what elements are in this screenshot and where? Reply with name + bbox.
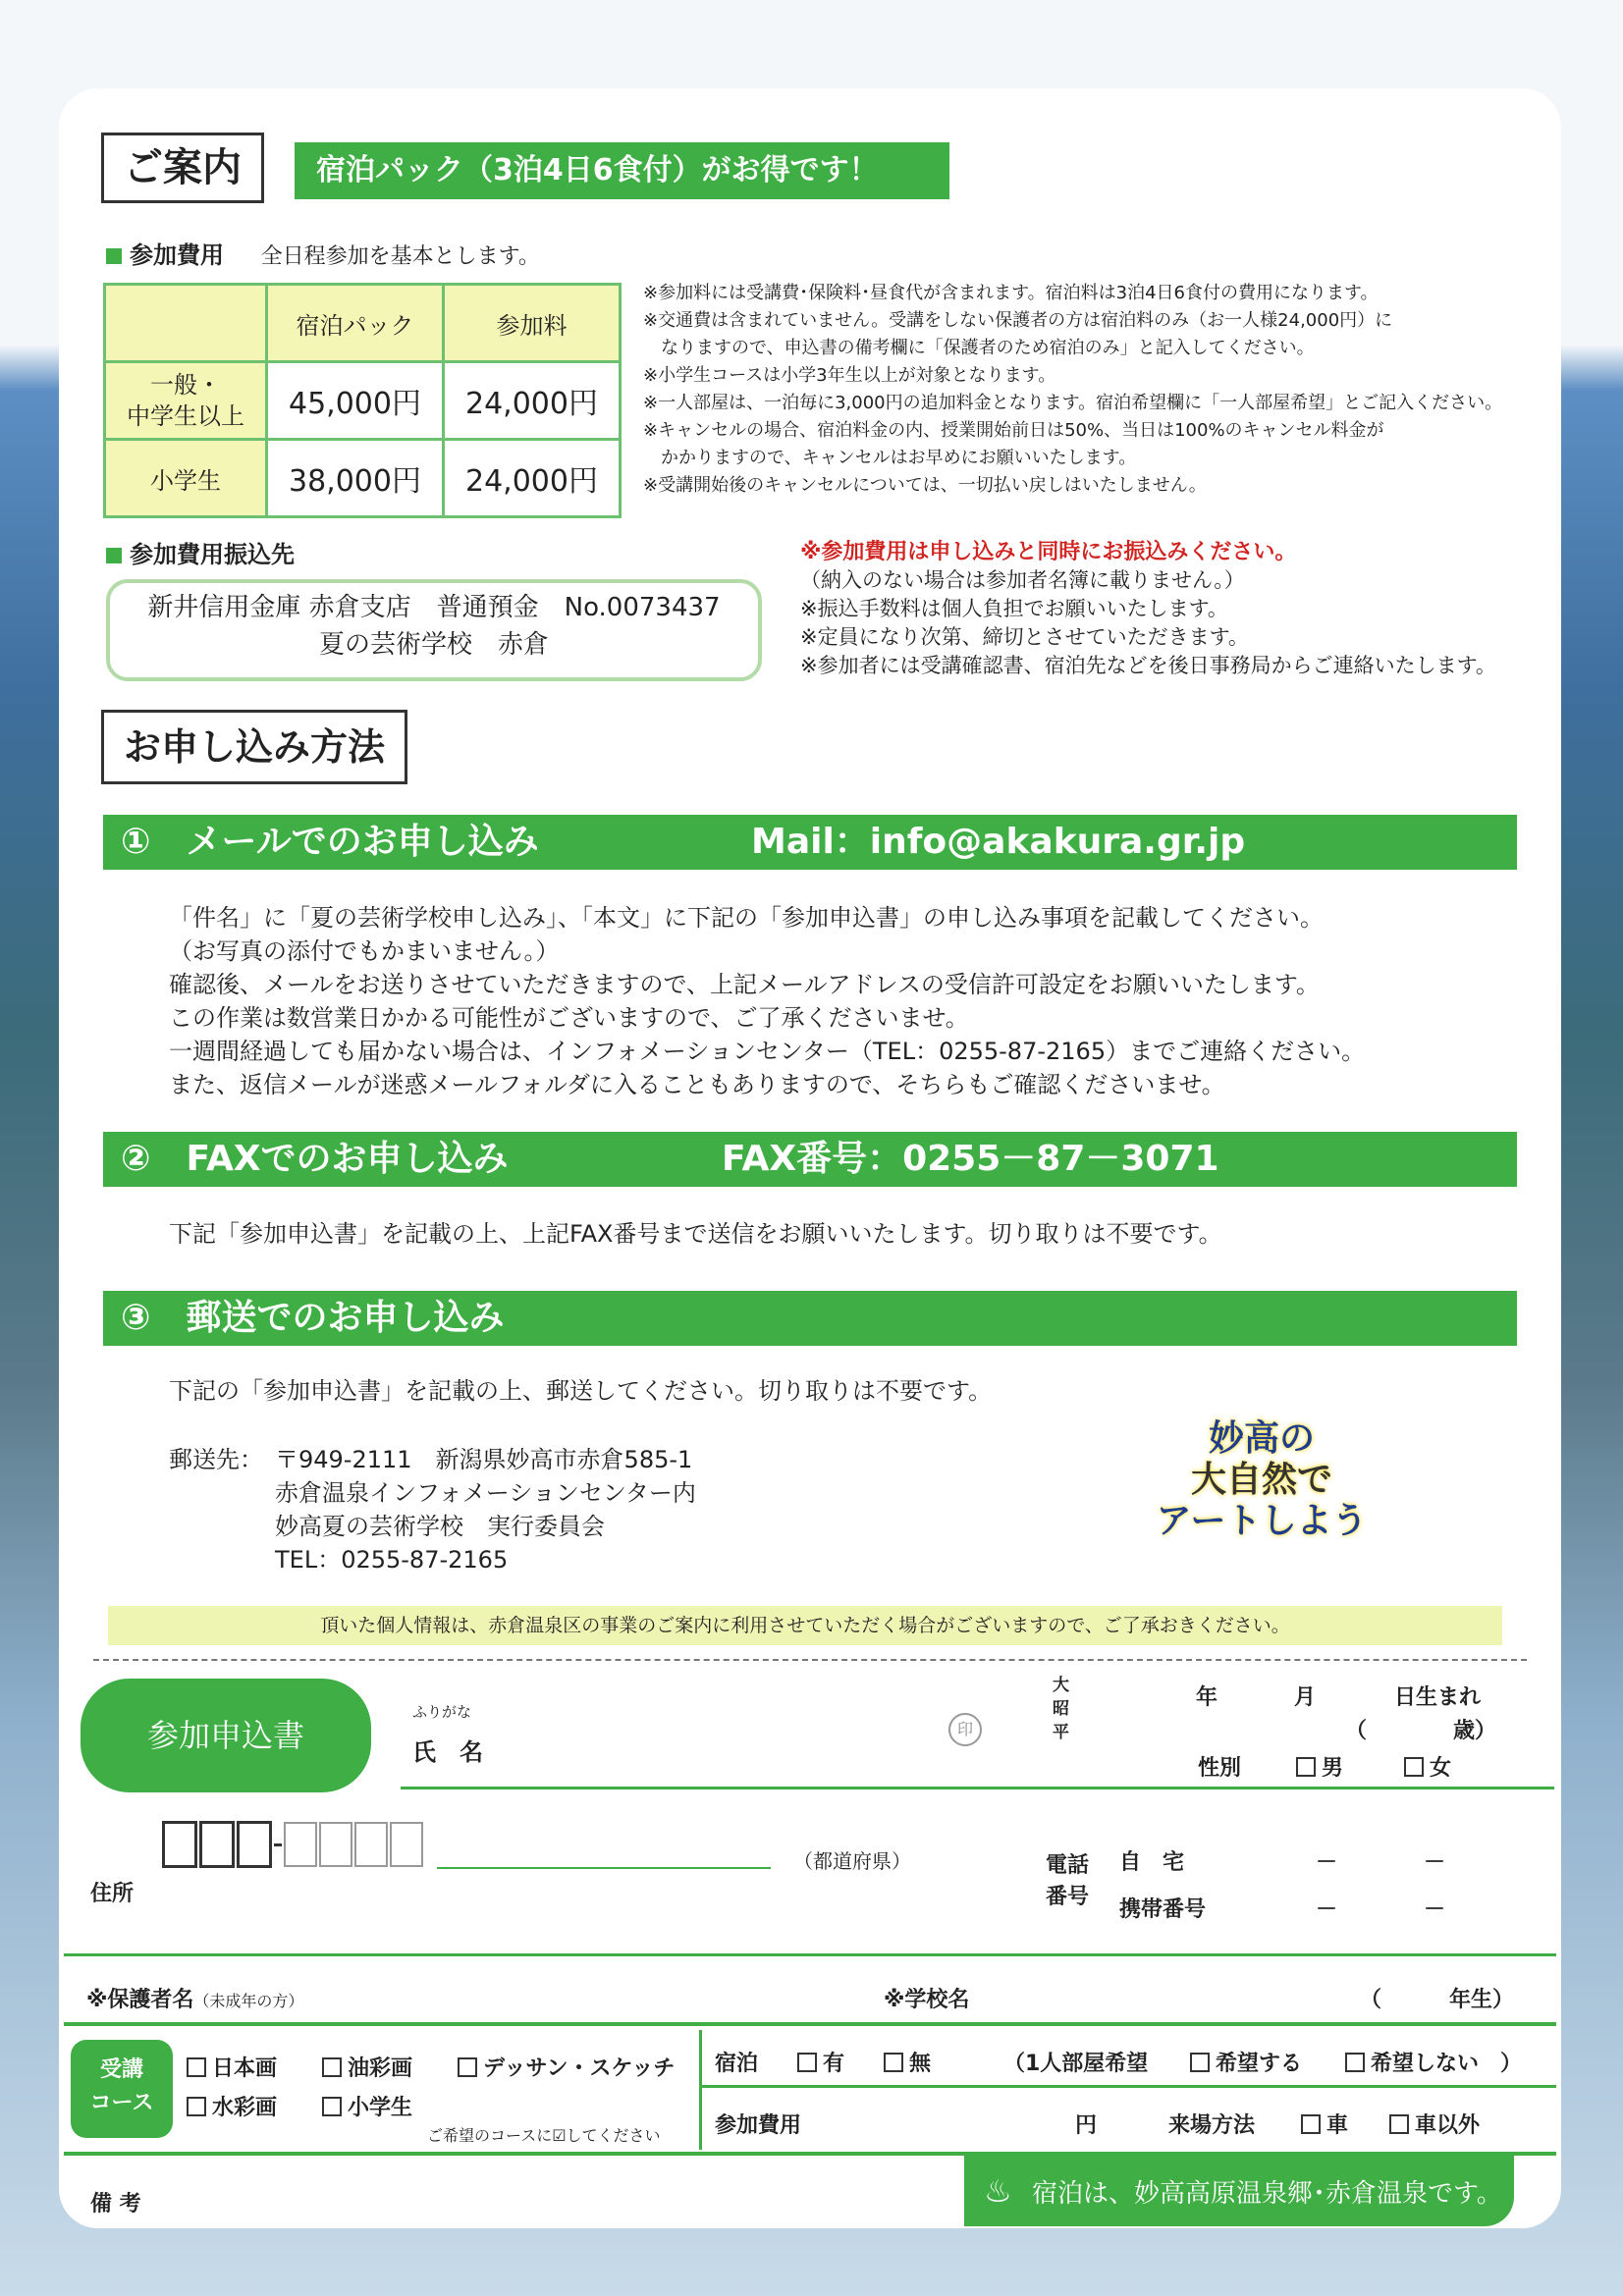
- year-label: 年: [1196, 1685, 1218, 1710]
- transfer-notes: ※参加費用は申し込みと同時にお振込みください。 （納入のない場合は参加者名簿に載りません。） ※振込手数料は個人負担でお願いいたします。 ※定員になり次第、締切とさせていただきます。 ※参加者には受講確認書、宿泊先などを後日事務局からご連絡いたします。: [800, 540, 1496, 677]
- guardian-label: ※保護者名（未成年の方）: [86, 1988, 304, 2012]
- stay-yes-checkbox[interactable]: 有: [797, 2047, 844, 2077]
- post-address: 郵送先： 〒949-2111 新潟県妙高市赤倉585-1 赤倉温泉インフォメーションセンター内 妙高夏の芸術学校 実行委員会 TEL：0255-87-2165: [169, 1446, 696, 1574]
- stay-label: 宿泊: [715, 2052, 759, 2076]
- address-input[interactable]: [196, 1885, 1001, 1944]
- fee-label: 参加費用: [715, 2113, 802, 2138]
- apply-title: お申し込み方法: [101, 710, 407, 784]
- fee-header-fee: 参加料: [444, 285, 621, 362]
- phone-separator: －: [1316, 1897, 1338, 1922]
- guardian-input[interactable]: [324, 1975, 835, 2014]
- divider: [64, 1953, 1556, 1956]
- phone-separator: －: [1424, 1850, 1446, 1875]
- postal-code-input[interactable]: [162, 1821, 425, 1868]
- form-title: 参加申込書: [81, 1679, 371, 1792]
- course-nihonga[interactable]: 日本画: [187, 2052, 277, 2082]
- mobile-phone-label: 携帯番号: [1119, 1897, 1207, 1922]
- yen-label: 円: [1075, 2113, 1098, 2138]
- female-checkbox[interactable]: 女: [1404, 1751, 1451, 1782]
- grade-label: 年生）: [1449, 1988, 1515, 2012]
- transfer-box: 新井信用金庫 赤倉支店 普通預金 No.0073437 夏の芸術学校 赤倉: [106, 579, 762, 681]
- bullet-square-icon: [106, 248, 122, 264]
- fee-cell: 45,000円: [267, 362, 444, 440]
- remarks-label: 備 考: [90, 2192, 141, 2216]
- divider: [401, 1787, 1554, 1789]
- month-label: 月: [1294, 1685, 1317, 1710]
- phone-separator: －: [1316, 1850, 1338, 1875]
- male-checkbox[interactable]: 男: [1296, 1751, 1343, 1782]
- course-oil[interactable]: 油彩画: [322, 2052, 412, 2082]
- course-watercolor[interactable]: 水彩画: [187, 2091, 277, 2121]
- logo-art: 妙高の 大自然で アートしよう: [1156, 1418, 1368, 1541]
- transfer-heading: 参加費用振込先: [106, 535, 295, 569]
- grade-open: （: [1360, 1988, 1382, 2012]
- name-input[interactable]: [550, 1735, 943, 1779]
- mail-address[interactable]: Mail：info@akakura.gr.jp: [751, 822, 1246, 862]
- bullet-square-icon: [106, 548, 122, 563]
- privacy-notice: 頂いた個人情報は、赤倉温泉区の事業のご案内に利用させていただく場合がございますので、ご了承おきください。: [108, 1606, 1502, 1645]
- fee-row-name: 小学生: [105, 440, 267, 517]
- divider: [702, 2085, 1556, 2088]
- single-notwant-checkbox[interactable]: 希望しない ）: [1345, 2047, 1522, 2077]
- course-label: 受講 コース: [71, 2040, 173, 2138]
- prefecture-label: （都道府県）: [793, 1849, 911, 1873]
- home-phone-label: 自 宅: [1119, 1850, 1185, 1875]
- post-instructions: 下記の「参加申込書」を記載の上、郵送してください。切り取りは不要です。: [169, 1377, 993, 1405]
- gender-label: 性別: [1198, 1756, 1242, 1781]
- era-options[interactable]: 大 昭 平: [1053, 1676, 1069, 1742]
- birthday-label: 日生まれ: [1394, 1685, 1482, 1710]
- guide-banner: 宿泊パック（3泊4日6食付）がお得です！: [295, 142, 949, 199]
- onsen-banner: ♨ 宿泊は、妙高高原温泉郷･赤倉温泉です。: [964, 2156, 1514, 2226]
- prefecture-input[interactable]: [437, 1867, 771, 1869]
- remarks-input[interactable]: [167, 2169, 943, 2228]
- home-phone-input[interactable]: [1208, 1843, 1551, 1877]
- course-elementary[interactable]: 小学生: [322, 2091, 412, 2121]
- fee-cell: 24,000円: [444, 362, 621, 440]
- single-room-label: （1人部屋希望: [1003, 2052, 1149, 2076]
- fax-instructions: 下記「参加申込書」を記載の上、上記FAX番号まで送信をお願いいたします。切り取りは不要です。: [169, 1220, 1222, 1248]
- guide-title: ご案内: [101, 133, 264, 203]
- fee-notes: ※参加料には受講費･保険料･昼食代が含まれます。宿泊料は3泊4日6食付の費用になります。 ※交通費は含まれていません。受講をしない保護者の方は宿泊料のみ（お一人様24,000円）に なりますので、申込書の備考欄に「保護者のため宿泊のみ」と記入してください。 ※小学生コースは小学3年生以上が対象となります。 ※一人部屋は、一泊毎に3,000円の追加料金となります。宿泊希望欄に「一人部屋希望」とご記入ください。 ※キャンセルの場合、宿泊料金の内、授業開始前日は50%、当日は100%のキャンセル料金が かかりますので、キャンセルはお早めにお願いいたします。 ※受講開始後のキャンセルについては、一切払い戻しはいたしません。: [643, 283, 1503, 496]
- divider: [699, 2030, 702, 2150]
- school-label: ※学校名: [884, 1988, 970, 2012]
- phone-separator: －: [1424, 1897, 1446, 1922]
- transport-label: 来場方法: [1168, 2113, 1256, 2138]
- fee-cell: 24,000円: [444, 440, 621, 517]
- furigana-label: ふりがな: [412, 1703, 472, 1721]
- furigana-input[interactable]: [550, 1703, 943, 1738]
- fee-input[interactable]: [864, 2103, 1070, 2136]
- transport-car-checkbox[interactable]: 車: [1301, 2109, 1348, 2139]
- school-input[interactable]: [992, 1975, 1345, 2014]
- fee-table: [103, 283, 622, 518]
- fee-heading: 参加費用 全日程参加を基本とします。: [106, 236, 540, 270]
- address-label: 住所: [90, 1882, 135, 1906]
- age-label: 歳）: [1453, 1719, 1497, 1743]
- hot-spring-icon: ♨: [984, 2172, 1012, 2210]
- course-hint: ご希望のコースに☑してください: [427, 2126, 661, 2145]
- mail-instructions: 「件名」に「夏の芸術学校申し込み」、「本文」に下記の「参加申込書」の申し込み事項を記載してください。 （お写真の添付でもかまいません。） 確認後、メールをお送りさせていただきますので、上記メールアドレスの受信許可設定をお願いいたします。 この作業は数営業日かかる可能性がございますので、ご了承くださいませ。 一週間経過しても届かない場合は、インフォメーションセンター（TEL：0255-87-2165）までご連絡ください。 また、返信メールが迷惑メールフォルダに入ることもありますので、そちらもご確認くださいませ。: [169, 904, 1366, 1098]
- mail-banner: ① メールでのお申し込み Mail：info@akakura.gr.jp: [103, 815, 1517, 870]
- post-banner: ③ 郵送でのお申し込み: [103, 1291, 1517, 1346]
- mobile-phone-input[interactable]: [1237, 1891, 1551, 1924]
- stay-no-checkbox[interactable]: 無: [884, 2047, 931, 2077]
- phone-label: 電話 番号: [1046, 1853, 1090, 1909]
- course-sketch[interactable]: デッサン・スケッチ: [458, 2052, 675, 2082]
- cut-line: [93, 1659, 1527, 1661]
- single-want-checkbox[interactable]: 希望する: [1190, 2047, 1302, 2077]
- fax-banner: ② FAXでのお申し込み FAX番号：0255－87－3071: [103, 1132, 1517, 1187]
- transport-other-checkbox[interactable]: 車以外: [1389, 2109, 1480, 2139]
- name-label: 氏 名: [412, 1738, 483, 1766]
- divider: [64, 2022, 1556, 2026]
- fee-cell: 38,000円: [267, 440, 444, 517]
- age-open: （: [1345, 1719, 1368, 1743]
- fee-header-pack: 宿泊パック: [267, 285, 444, 362]
- seal-mark: 印: [948, 1713, 982, 1746]
- fax-number: FAX番号：0255－87－3071: [722, 1139, 1219, 1179]
- fee-row-name: 一般・ 中学生以上: [105, 362, 267, 440]
